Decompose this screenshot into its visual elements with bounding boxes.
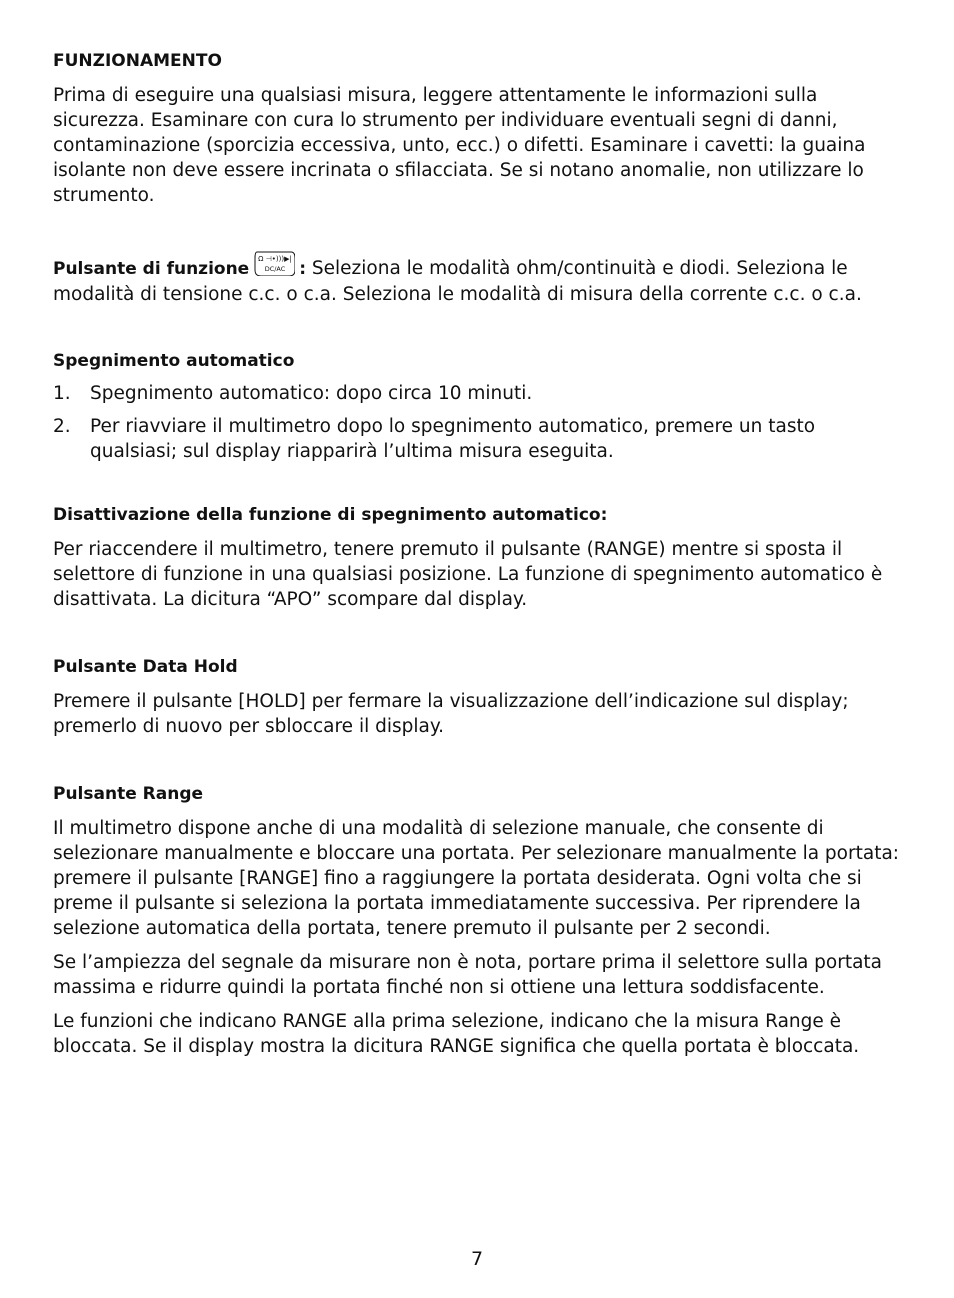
page-number: 7 xyxy=(470,1248,484,1270)
auto-off-list xyxy=(53,381,903,464)
section-heading-funzionamento: FUNZIONAMENTO xyxy=(53,51,222,71)
data-hold-text: Premere il pulsante [HOLD] per fermare la visualizzazione dell’indicazione sul display; premerlo di nuovo per sbloccare il display. xyxy=(53,691,849,737)
function-button-icon xyxy=(253,250,295,276)
section-heading-range: Pulsante Range xyxy=(53,784,204,804)
disable-auto-off-text: Per riaccendere il multimetro, tenere premuto il pulsante (RANGE) mentre si sposta il selettore di funzione in una qualsiasi posizione. La funzione di spegnimento automatico è disattivata. La dicitura “APO” scompare dal display. xyxy=(53,539,883,610)
list-item xyxy=(53,414,903,464)
list-item-text: Per riavviare il multimetro dopo lo spegnimento automatico, premere un tasto qualsiasi; sul display riapparirà l’ultima misura eseguita. xyxy=(90,416,816,462)
section-heading-data-hold: Pulsante Data Hold xyxy=(53,657,238,677)
function-button-text: Seleziona le modalità ohm/continuità e diodi. Seleziona le modalità di tensione c.c. o c.a. Seleziona le modalità di misura della corrente c.c. o c.a. xyxy=(53,258,862,305)
list-item xyxy=(53,381,903,406)
list-item-number: 2. xyxy=(53,416,71,437)
range-paragraph-2: Se l’ampiezza del segnale da misurare non è nota, portare prima il selettore sulla portata massima e ridurre quindi la portata finché non si ottiene una lettura soddisfacente. xyxy=(53,952,883,998)
function-button-paragraph xyxy=(53,250,903,307)
manual-page xyxy=(53,50,903,1059)
function-button-colon: : xyxy=(299,259,307,279)
section-heading-auto-off: Spegnimento automatico xyxy=(53,351,295,371)
range-paragraph-1: Il multimetro dispone anche di una modalità di selezione manuale, che consente di selezionare manualmente e bloccare una portata. Per selezionare manualmente la portata: premere il pulsante [RANGE] fino a raggiungere la portata desiderata. Ogni volta che si preme il pulsante si seleziona la portata immediatamente successiva. Per riprendere la selezione automatica della portata, tenere premuto il pulsante per 2 secondi. xyxy=(53,818,900,939)
function-icon-bottom-text: DC/AC xyxy=(264,265,286,273)
section-heading-disable-auto-off: Disattivazione della funzione di spegnimento automatico: xyxy=(53,505,608,525)
function-button-label: Pulsante di funzione xyxy=(53,259,250,279)
function-icon-top-text: Ω ⊣•)))▶| xyxy=(258,255,293,263)
list-item-number: 1. xyxy=(53,383,71,404)
range-paragraph-3: Le funzioni che indicano RANGE alla prima selezione, indicano che la misura Range è bloccata. Se il display mostra la dicitura RANGE significa che quella portata è bloccata. xyxy=(53,1011,860,1057)
list-item-text: Spegnimento automatico: dopo circa 10 minuti. xyxy=(90,383,533,404)
funzionamento-text: Prima di eseguire una qualsiasi misura, leggere attentamente le informazioni sulla sicurezza. Esaminare con cura lo strumento per individuare eventuali segni di danni, contaminazione (sporcizia eccessiva, unto, ecc.) o difetti. Esaminare i cavetti: la guaina isolante non deve essere incrinata o sfilacciata. Se si notano anomalie, non utilizzare lo strumento. xyxy=(53,85,866,206)
